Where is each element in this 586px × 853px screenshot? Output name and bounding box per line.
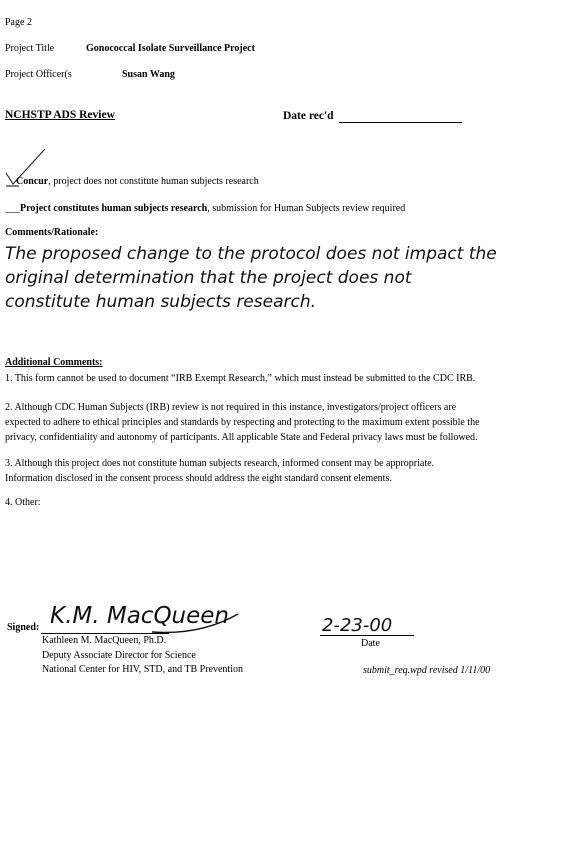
date-received-line	[339, 122, 462, 123]
comments-label: Comments/Rationale:	[5, 227, 99, 238]
signed-label: Signed:	[7, 622, 40, 633]
constitutes-option	[5, 203, 405, 214]
page-number: Page 2	[5, 17, 32, 28]
concur-option	[16, 176, 259, 187]
additional-comments-label: Additional Comments:	[5, 357, 103, 368]
signature-date: 2-23-00	[322, 615, 393, 636]
project-title-label: Project Title	[5, 43, 55, 54]
project-officer-label: Project Officer(s	[5, 69, 72, 80]
item-2-line-3: privacy, confidentiality and autonomy of participants. All applicable State and Federal privacy laws must be followed.	[5, 432, 478, 443]
concur-bold: Concur	[16, 176, 49, 187]
footer-note: submit_req.wpd revised 1/11/00	[363, 665, 491, 676]
project-officer-value: Susan Wang	[122, 69, 175, 80]
item-3	[5, 456, 434, 486]
item-4: 4. Other:	[5, 497, 41, 508]
item-2	[5, 400, 480, 445]
signature: K.M. MacQueen	[50, 603, 230, 629]
signer-organization: National Center for HIV, STD, and TB Prevention	[42, 664, 243, 675]
handwritten-comment-line-3: constitute human subjects research.	[5, 292, 317, 312]
item-3-line-1: 3. Although this project does not constitute human subjects research, informed consent may be appropriate.	[5, 458, 435, 469]
constitutes-bold: Project constitutes human subjects research	[20, 203, 208, 214]
handwritten-comment-line-1: The proposed change to the protocol does not impact the	[5, 244, 497, 264]
signer-title: Deputy Associate Director for Science	[42, 650, 196, 661]
date-line	[320, 635, 414, 636]
item-2-line-2: expected to adhere to ethical principles and standards by respecting and protecting to the maximum extent possible the	[5, 417, 480, 428]
constitutes-blank: ___	[5, 203, 20, 214]
project-title-value: Gonococcal Isolate Surveillance Project	[86, 43, 255, 54]
constitutes-text: , submission for Human Subjects review required	[207, 203, 406, 214]
date-label: Date	[361, 638, 380, 649]
signer-name: Kathleen M. MacQueen, Ph.D.	[42, 635, 167, 646]
item-2-line-1: 2. Although CDC Human Subjects (IRB) review is not required in this instance, investigators/project officers are	[5, 402, 457, 413]
handwritten-comment-line-2: original determination that the project does not	[5, 268, 412, 288]
item-3-line-2: Information disclosed in the consent process should address the eight standard consent elements.	[5, 473, 392, 484]
concur-text: , project does not constitute human subjects research	[48, 176, 259, 187]
signature-flourish	[150, 612, 240, 636]
item-1: 1. This form cannot be used to document “IRB Exempt Research,” which must instead be submitted to the CDC IRB.	[5, 373, 476, 384]
date-received-label: Date rec'd	[283, 110, 334, 122]
review-heading: NCHSTP ADS Review	[5, 109, 115, 121]
